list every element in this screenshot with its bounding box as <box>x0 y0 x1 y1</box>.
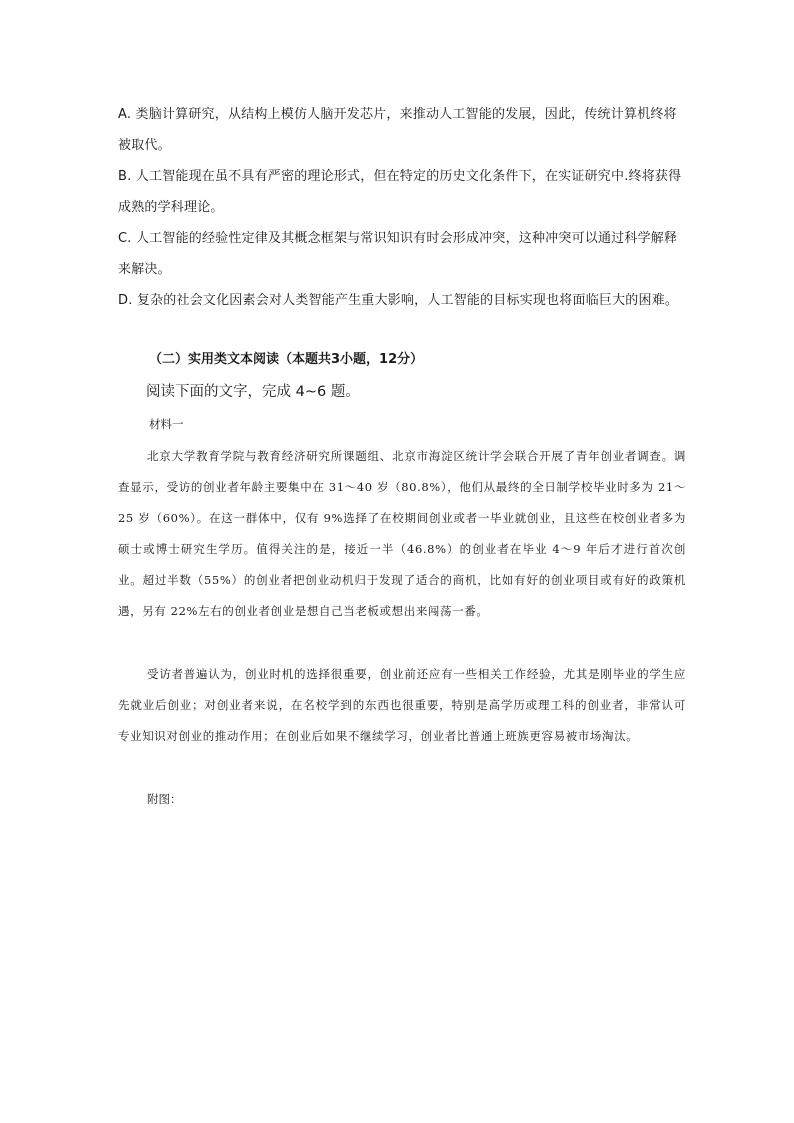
option-b-text: 人工智能现在虽不具有严密的理论形式，但在特定的历史文化条件下，在实证研究中.终将获得成熟的学科理论。 <box>118 169 682 215</box>
option-d-text: 复杂的社会文化因素会对人类智能产生重大影响，人工智能的目标实现也将面临巨大的困难。 <box>136 293 679 308</box>
reading-instruction: 阅读下面的文字，完成 4~6 题。 <box>146 384 360 400</box>
option-c <box>118 223 686 285</box>
option-b-label: B. <box>118 169 132 184</box>
option-d <box>118 285 686 316</box>
option-d-label: D. <box>118 293 133 308</box>
material-paragraph-2: 受访者普遍认为，创业时机的选择很重要，创业前还应有一些相关工作经验，尤其是刚毕业的学生应先就业后创业；对创业者来说，在名校学到的东西也很重要，特别是高学历或理工科的创业者，非常认可专业知识对创业的推动作用；在创业后如果不继续学习，创业者比普通上班族更容易被市场淘汰。 <box>118 667 686 743</box>
figure-label: 附图： <box>147 792 182 806</box>
option-a-label: A. <box>118 107 132 122</box>
option-c-label: C. <box>118 231 132 246</box>
material-paragraph-1: 北京大学教育学院与教育经济研究所课题组、北京市海淀区统计学会联合开展了青年创业者调查。调查显示，受访的创业者年龄主要集中在 31～40 岁（80.8%），他们从最终的全日制学校毕业时多为 21～25 岁（60%）。在这一群体中，仅有 9%选择了在校期间创业或者一毕业就创业，且这些在校创业者多为硕士或博士研究生学历。值得关注的是，接近一半（46.8%）的创业者在毕业 4～9 年后才进行首次创业。超过半数（55%）的创业者把创业动机归于发现了适合的商机，比如有好的创业项目或有好的政策机遇，另有 22%左右的创业者创业是想自己当老板或想出来闯荡一番。 <box>118 449 686 618</box>
option-a <box>118 99 686 161</box>
material-label: 材料一 <box>149 417 184 431</box>
option-b <box>118 161 686 223</box>
section-heading: （二）实用类文本阅读（本题共3小题，12分） <box>149 352 424 367</box>
option-c-text: 人工智能的经验性定律及其概念框架与常识知识有时会形成冲突，这种冲突可以通过科学解释来解决。 <box>118 231 678 277</box>
option-a-text: 类脑计算研究，从结构上模仿人脑开发芯片，来推动人工智能的发展，因此，传统计算机终将被取代。 <box>118 107 677 153</box>
